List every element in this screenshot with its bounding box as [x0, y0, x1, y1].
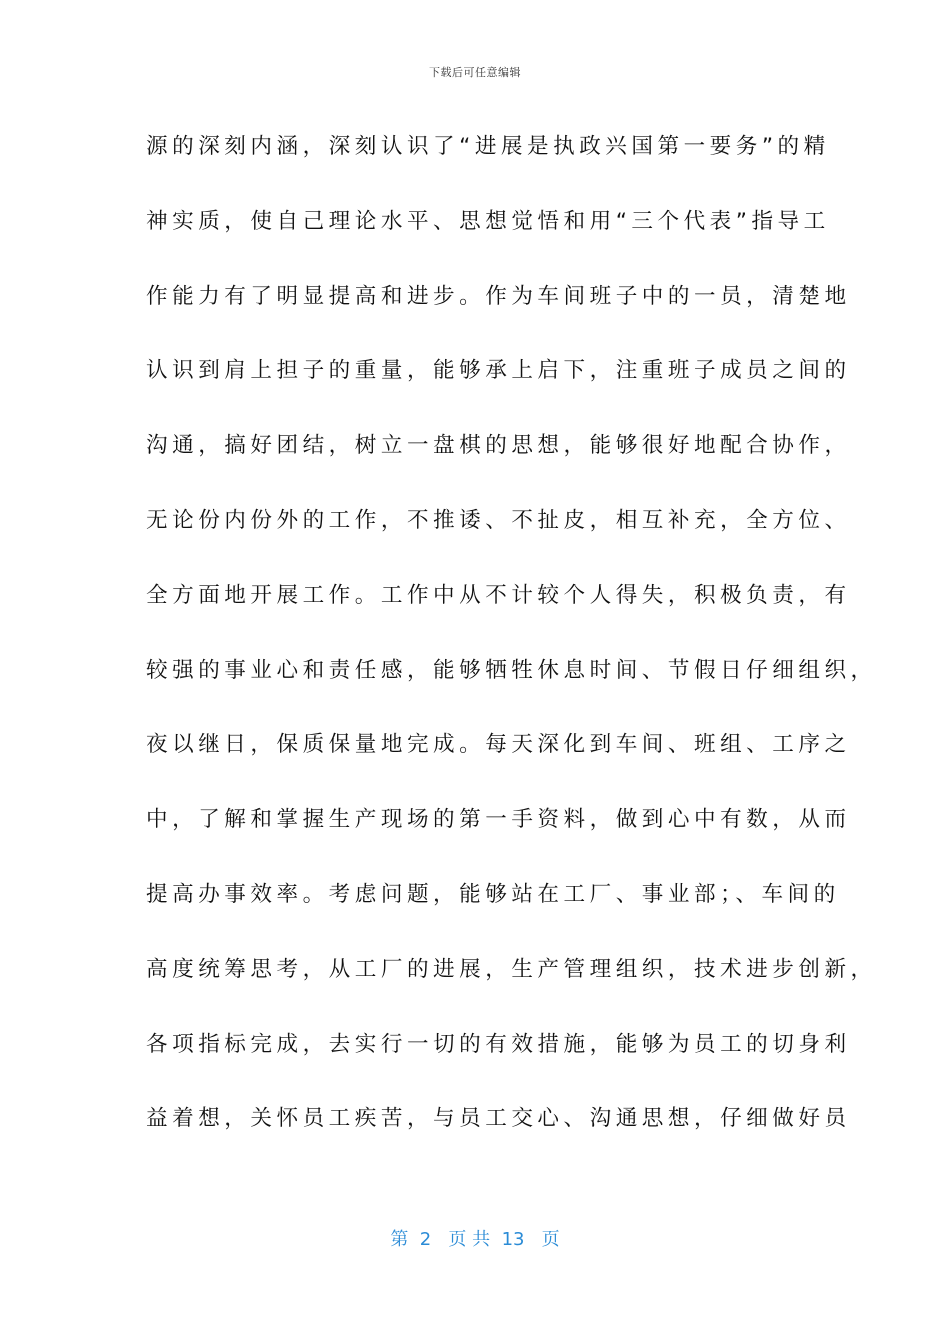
text-line: 高度统筹思考，从工厂的进展，生产管理组织，技术进步创新，: [146, 956, 877, 982]
page-number-footer: 第 2 页 共 13 页: [390, 1229, 560, 1250]
text-line: 益着想，关怀员工疾苦，与员工交心、沟通思想，仔细做好员: [146, 1106, 851, 1132]
text-line: 作能力有了明显提高和进步。作为车间班子中的一员，清楚地: [146, 283, 851, 309]
text-line: 无论份内份外的工作，不推诿、不扯皮，相互补充，全方位、: [146, 507, 851, 533]
text-line: 认识到肩上担子的重量，能够承上启下，注重班子成员之间的: [146, 358, 851, 384]
body-text: [146, 124, 877, 1171]
text-line: 各项指标完成，去实行一切的有效措施，能够为员工的切身利: [146, 1031, 851, 1057]
text-line: 较强的事业心和责任感，能够牺牲休息时间、节假日仔细组织，: [146, 657, 877, 683]
text-line: 源的深刻内涵，深刻认识了“进展是执政兴国第一要务”的精: [146, 134, 830, 159]
text-line: 中，了解和掌握生产现场的第一手资料，做到心中有数，从而: [146, 807, 851, 833]
text-line: 全方面地开展工作。工作中从不计较个人得失，积极负责，有: [146, 582, 851, 608]
header-note: 下载后可任意编辑: [429, 66, 521, 79]
text-line: 神实质，使自己理论水平、思想觉悟和用“三个代表”指导工: [146, 208, 830, 234]
text-line: 沟通，搞好团结，树立一盘棋的思想，能够很好地配合协作，: [146, 433, 851, 459]
text-line: 提高办事效率。考虑问题，能够站在工厂、事业部；、车间的: [146, 881, 840, 907]
text-line: 夜以继日，保质保量地完成。每天深化到车间、班组、工序之: [146, 732, 851, 758]
